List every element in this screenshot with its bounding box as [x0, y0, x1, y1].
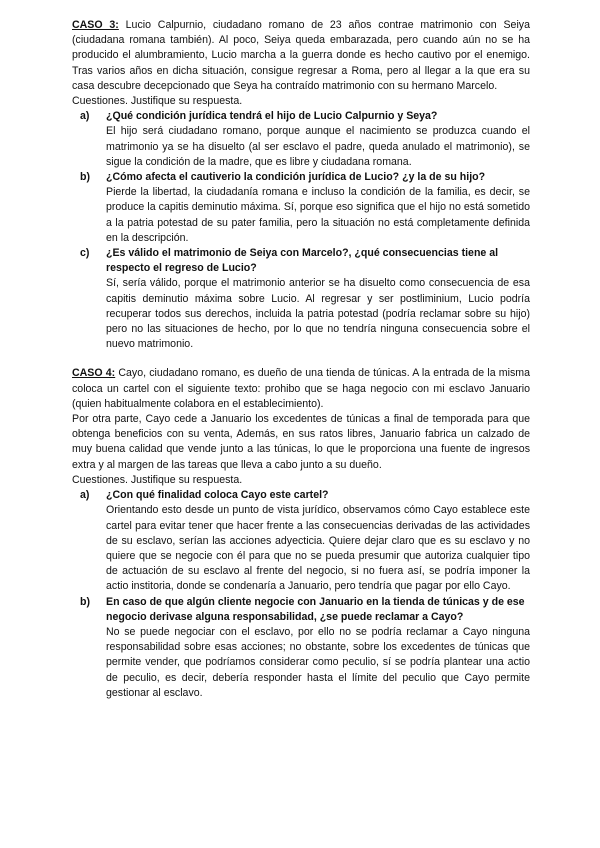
question-text: ¿Es válido el matrimonio de Seiya con Marcelo?, ¿qué consecuencias tiene al respecto el regreso de Lucio?: [106, 247, 499, 275]
case3-question-c: [72, 246, 530, 352]
case3-intro-text: Lucio Calpurnio, ciudadano romano de 23 años contrae matrimonio con Seiya (ciudadana romana también). Al poco, Seiya queda embarazada, pero cuando aún no se ha producido el alumbramiento, Lucio marcha a la guerra donde es hecho cautivo por el enemigo. Tras varios años en dicha situación, consigue regresar a Roma, pero al llegar a la que era su casa descubre decepcionado que Seya ha contraído matrimonio con su hermano Marcelo.: [72, 19, 530, 92]
case4-cuestiones: Cuestiones. Justifique su respuesta.: [72, 473, 243, 486]
question-letter: b): [80, 171, 90, 184]
case4-question-b: [72, 595, 530, 701]
case3-question-a: [72, 109, 530, 170]
answer-text: Orientando esto desde un punto de vista jurídico, observamos cómo Cayo establece este cartel para evitar tener que hacer frente a las consecuencias derivadas de las actividades de su esclavo, serían las acciones adyecticia. Quiere dejar claro que es su esclavo y no quiere que se negocie con él para que no se pueda presumir que autoriza cualquier tipo de actuación de su esclavo al frente del negocio, si no fuera así, se podría imponer la actio institoria, donde se condenaría a Januario, pero tendría que pagar por ello Cayo.: [106, 504, 530, 593]
case4-intro-text: Cayo, ciudadano romano, es dueño de una tienda de túnicas. A la entrada de la misma coloca un cartel con el siguiente texto: prohibo que se haga negocio con mi esclavo Januario (quien habitualmente colabora en el establecimiento).: [72, 367, 530, 410]
case4-label: CASO 4:: [72, 367, 116, 380]
question-letter: a): [80, 110, 90, 123]
case3-cuestiones: Cuestiones. Justifique su respuesta.: [72, 95, 243, 108]
case4-intro2-paragraph: Por otra parte, Cayo cede a Januario los excedentes de túnicas a final de temporada para que obtenga beneficios con su venta, Además, en sus ratos libres, Januario fabrica un calzado de muy buena calidad que vende junto a las túnicas, lo que le proporciona una fuente de ingresos extra y al margen de las tareas que lleva a cabo junto a su dueño.: [72, 413, 530, 471]
section-gap: [72, 352, 530, 366]
question-text: ¿Qué condición jurídica tendrá el hijo de Lucio Calpurnio y Seya?: [106, 110, 438, 123]
question-letter: c): [80, 247, 90, 260]
question-text: ¿Cómo afecta el cautiverio la condición jurídica de Lucio? ¿y la de su hijo?: [106, 171, 486, 184]
answer-text: Pierde la libertad, la ciudadanía romana e incluso la condición de la familia, es decir, se produce la capitis deminutio máxima. Sí, porque eso significa que el hijo no está sometido a la patria potestad de su pater familia, pero la situación no está completamente definida en la descripción.: [106, 186, 530, 244]
case3-label: CASO 3:: [72, 19, 119, 31]
answer-text: No se puede negociar con el esclavo, por ello no se podría reclamar a Cayo ninguna responsabilidad sobre esas acciones; no obstante, sobre los excedentes de túnicas que permite vender, que podríamos considerar como peculio, sí se podría plantear una actio de peculio, es decir, debería responder hasta el límite del peculio que Cayo permite gestionar al esclavo.: [106, 625, 530, 699]
answer-text: Sí, sería válido, porque el matrimonio anterior se ha disuelto como consecuencia de esa capitis deminutio máxima sobre Lucio. Al regresar y ser postliminium, Lucio podría recuperar todos sus derechos, incluida la patria potestad (podría reclamar sobre su hijo) pero no las situaciones de hecho, por lo que no tendría ninguna consecuencia sobre el nuevo matrimonio.: [106, 277, 530, 351]
case4-question-a: [72, 488, 530, 594]
case4-intro-paragraph: [72, 366, 530, 412]
case3-intro-paragraph: [72, 18, 530, 94]
question-letter: b): [80, 595, 90, 608]
document-page: [72, 18, 530, 701]
case3-question-b: [72, 170, 530, 246]
answer-text: El hijo será ciudadano romano, porque aunque el nacimiento se produzca cuando el matrimonio ya se ha disuelto (al ser esclavo el padre, queda anulado el matrimonio), se sigue la condición de la madre, que es libre y ciudadana romana.: [106, 125, 530, 168]
question-letter: a): [80, 489, 90, 502]
question-text: ¿Con qué finalidad coloca Cayo este cartel?: [106, 489, 329, 502]
question-text: En caso de que algún cliente negocie con Januario en la tienda de túnicas y de ese negocio derivase alguna responsabilidad, ¿se puede reclamar a Cayo?: [106, 595, 525, 623]
